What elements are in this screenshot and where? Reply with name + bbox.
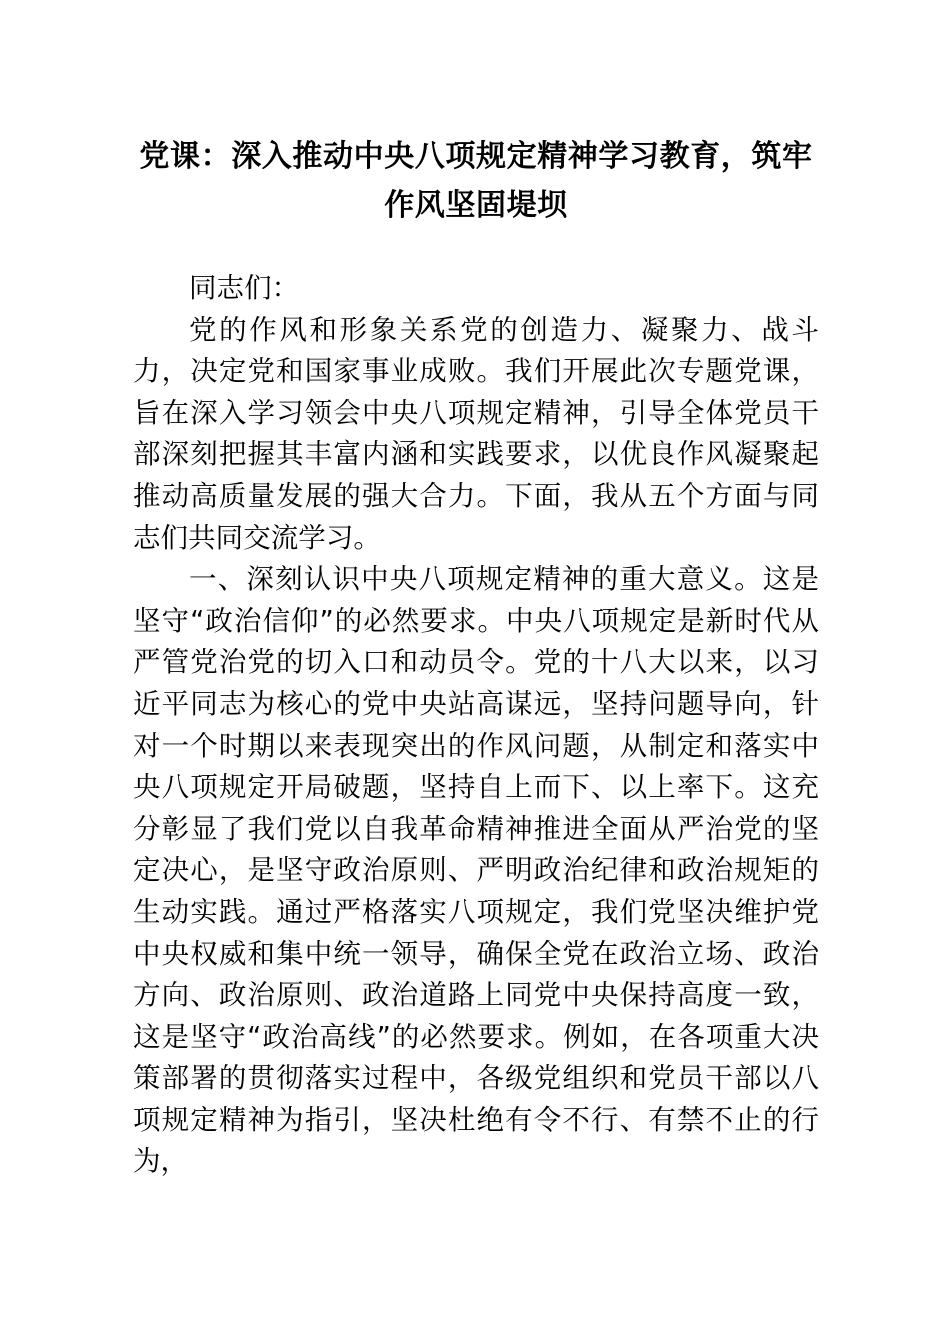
paragraph-salutation: 同志们： <box>189 272 300 304</box>
document-body <box>133 132 819 1183</box>
paragraph-section-one: 一、深刻认识中央八项规定精神的重大意义。这是坚守“政治信仰”的必然要求。中央八项规定是新时代从严管党治党的切入口和动员令。党的十八大以来，以习近平同志为核心的党中央站高谋远，坚持问题导向，针对一个时期以来表现突出的作风问题，从制定和落实中央八项规定开局破题，坚持自上而下、以上率下。这充分彰显了我们党以自我革命精神推进全面从严治党的坚定决心，是坚守政治原则、严明政治纪律和政治规矩的生动实践。通过严格落实八项规定，我们党坚决维护党中央权威和集中统一领导，确保全党在政治立场、政治方向、政治原则、政治道路上同党中央保持高度一致，这是坚守“政治高线”的必然要求。例如，在各项重大决策部署的贯彻落实过程中，各级党组织和党员干部以八项规定精神为指引，坚决杜绝有令不行、有禁不止的行为， <box>133 563 819 1178</box>
paragraph-opening: 党的作风和形象关系党的创造力、凝聚力、战斗力，决定党和国家事业成败。我们开展此次专题党课，旨在深入学习领会中央八项规定精神，引导全体党员干部深刻把握其丰富内涵和实践要求，以优良作风凝聚起推动高质量发展的强大合力。下面，我从五个方面与同志们共同交流学习。 <box>133 313 819 554</box>
title-spacer <box>133 230 819 268</box>
page-title: 党课：深入推动中央八项规定精神学习教育，筑牢作风坚固堤坝 <box>139 139 813 223</box>
